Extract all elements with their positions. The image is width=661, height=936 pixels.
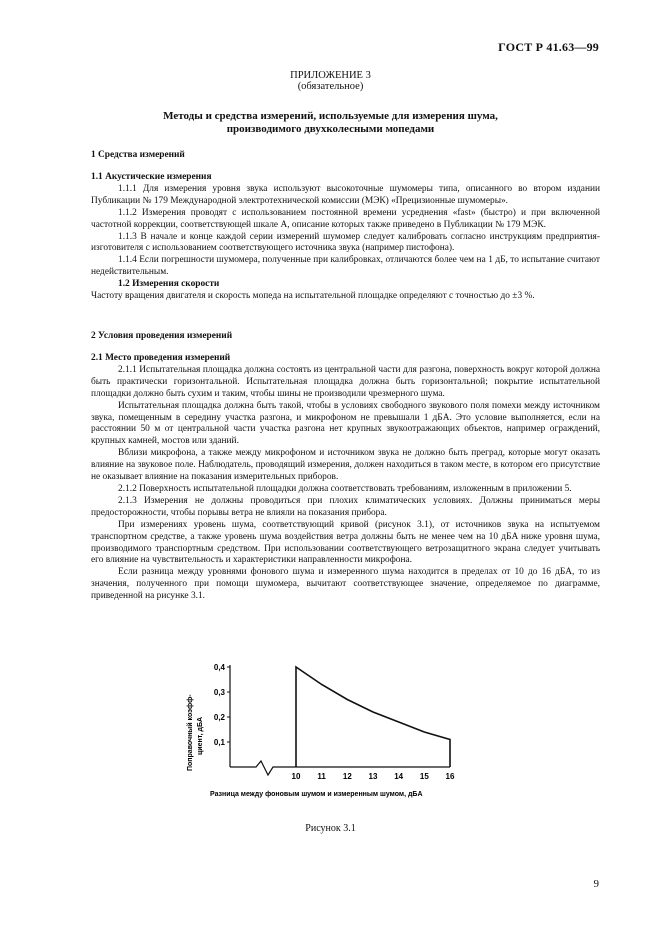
para-1-2: Частоту вращения двигателя и скорость мопеда на испытательной площадке определяют с точностью до ±3 %. xyxy=(91,291,535,302)
section-1-body xyxy=(91,172,600,303)
chart-ylabel-line-1: Поправочный коэфф- xyxy=(187,694,194,771)
para-1-1-1: 1.1.1 Для измерения уровня звука используют высокоточные шумомеры типа, описанного во втором издании Публикации № 179 Международной электротехнической комиссии (МЭК) «Прецизионные шумомеры». xyxy=(91,183,600,206)
chart-x-tick-label: 16 xyxy=(445,772,455,781)
chart-x-tick-label: 13 xyxy=(368,772,378,781)
chart-x-axis xyxy=(230,761,450,775)
document-title xyxy=(0,110,661,135)
appendix-heading xyxy=(0,70,661,92)
subsection-2-1-heading: 2.1 Место проведения измерений xyxy=(91,353,231,363)
chart-series-line xyxy=(296,667,450,767)
appendix-label: ПРИЛОЖЕНИЕ 3 xyxy=(290,70,371,81)
chart-ylabel-line-2: циент, дБA xyxy=(197,716,204,755)
chart-x-tick-label: 11 xyxy=(317,772,326,781)
section-2-body xyxy=(91,353,600,603)
section-1 xyxy=(91,150,600,162)
para-2-1-3c: Если разница между уровнями фонового шума и измеренного шума находится в пределах от 10 до 16 дБA, то из значения, полученного при помощи шумомера, вычитают соответствующее значение, определяемое по диаграмме, приведенной на рисунке 3.1. xyxy=(91,567,600,602)
chart-x-tick-label: 14 xyxy=(394,772,404,781)
title-line-2: производимого двухколесными мопедами xyxy=(226,122,435,135)
section-2 xyxy=(91,331,600,343)
para-1-1-2: 1.1.2 Измерения проводят с использованием постоянной времени усреднения «fast» (быстро) и при включенной частотной коррекции, соответствующей шкале A, описание которых также приведено в Публикации № 179 МЭК. xyxy=(91,207,600,230)
section-1-heading: 1 Средства измерений xyxy=(91,150,185,160)
chart-y-tick-label: 0,3 xyxy=(213,688,225,697)
chart-x-tick-label: 15 xyxy=(419,772,429,781)
para-1-1-3: 1.1.3 В начале и конце каждой серии измерений шумомер следует калибровать согласно инструкциям предприятия-изготовителя с использованием соответствующего источника звука (например пистофона). xyxy=(91,231,600,254)
para-2-1-1b: Испытательная площадка должна быть такой, чтобы в условиях свободного звукового поля помехи между источником звука, помещенным в середину участка разгона, и микрофоном не превышали 1 дБA. Это условие выполняется, если на расстоянии 50 м от центральной части участка разгона нет крупных звукоотражающих объектов, например ограждений, крупных камней, мостов или зданий. xyxy=(91,400,600,447)
subsection-1-2-heading: 1.2 Измерения скорости xyxy=(118,279,220,290)
figure-3-1-chart xyxy=(170,655,500,823)
chart-xlabel: Разница между фоновым шумом и измеренным шумом, дБA xyxy=(210,791,423,798)
para-2-1-1c: Вблизи микрофона, а также между микрофоном и источником звука не должно быть преград, которые могут оказать влияние на звуковое поле. Наблюдатель, проводящий измерения, должен находиться в таком месте, в котором его присутствие не оказывает влияние на показания измерительных приборов. xyxy=(91,448,600,483)
para-2-1-2: 2.1.2 Поверхность испытательной площадки должна соответствовать требованиям, изложенным в приложении 5. xyxy=(118,483,572,494)
para-2-1-1: 2.1.1 Испытательная площадка должна состоять из центральной части для разгона, поверхность вокруг которой должна быть практически горизонтальной. Испытательная площадка должна быть горизонтальной; покрытие испытательной площадки должно быть сухим и таким, чтобы шины не производили чрезмерного шума. xyxy=(91,364,600,399)
chart-y-tick-label: 0,2 xyxy=(213,713,225,722)
chart-y-tick-label: 0,4 xyxy=(213,663,225,672)
para-2-1-3: 2.1.3 Измерения не должны проводиться при плохих климатических условиях. Должны приниматься меры предосторожности, чтобы порывы ветра не влияли на показания прибора. xyxy=(91,495,600,518)
figure-caption: Рисунок 3.1 xyxy=(305,823,356,834)
chart-x-tick-label: 12 xyxy=(342,772,352,781)
chart-y-tick-label: 0,1 xyxy=(213,738,225,747)
chart-x-tick-label: 10 xyxy=(291,772,301,781)
title-line-1: Методы и средства измерений, используемые для измерения шума, xyxy=(163,110,498,122)
para-2-1-3b: При измерениях уровень шума, соответствующий кривой (рисунок 3.1), от источников звука на испытуемом транспортном средстве, а также уровень шума воздействия ветра должны быть не менее чем на 10 дБA ниже уровня шума, производимого транспортным средством. При использовании соответствующего ветрозащитного экрана следует учитывать его влияние на чувствительность и характеристики направленности микрофона. xyxy=(91,519,600,566)
doc-code: ГОСТ Р 41.63—99 xyxy=(498,40,599,54)
subsection-1-1-heading: 1.1 Акустические измерения xyxy=(91,172,212,182)
section-2-heading: 2 Условия проведения измерений xyxy=(91,331,233,341)
appendix-status: (обязательное) xyxy=(297,81,364,92)
para-1-1-4: 1.1.4 Если погрешности шумомера, полученные при калибровках, отличаются более чем на 1 дБ, то испытание считают недействительным. xyxy=(91,255,600,278)
page-number: 9 xyxy=(593,878,599,890)
